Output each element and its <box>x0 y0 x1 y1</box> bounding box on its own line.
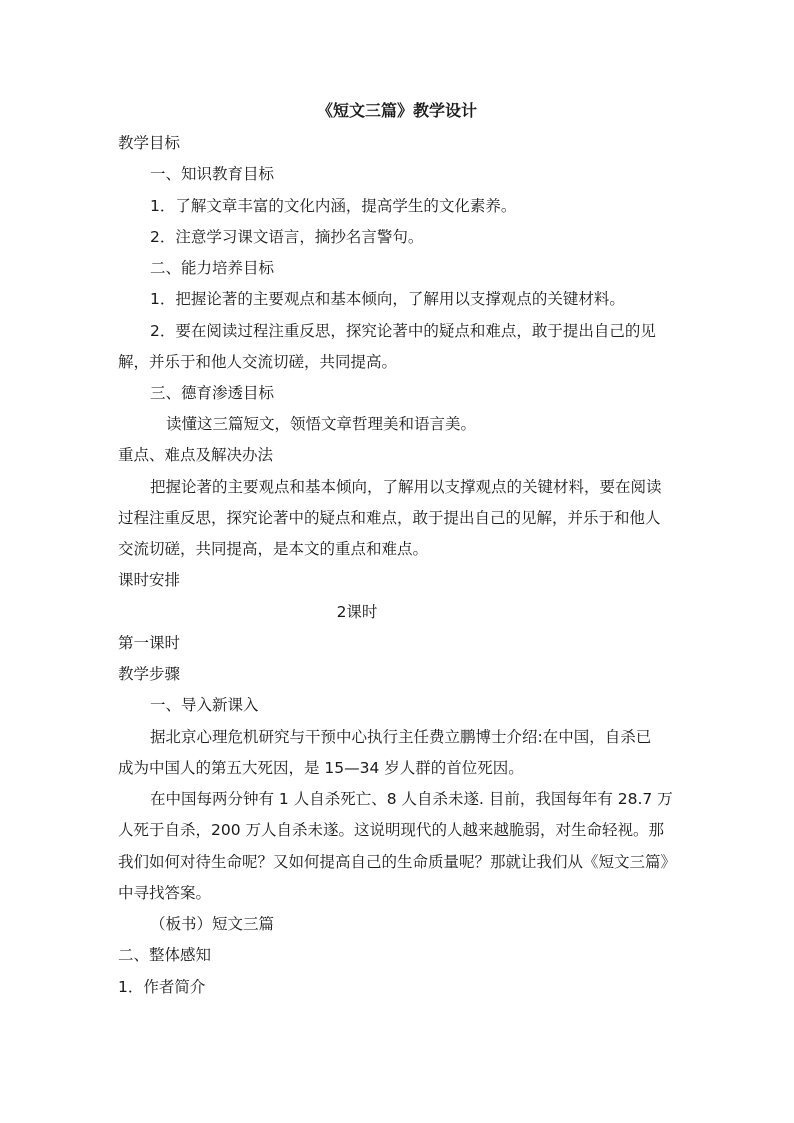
paragraph-text: 读懂这三篇短文，领悟文章哲理美和语言美。 <box>166 415 477 433</box>
paragraph-text: 人死于自杀，200 万人自杀未遂。这说明现代的人越来越脆弱，对生命轻视。那 <box>118 821 665 839</box>
paragraph-text: 过程注重反思，探究论著中的疑点和难点，敢于提出自己的见解，并乐于和他人 <box>118 509 661 527</box>
heading-key-points: 重点、难点及解决办法 <box>118 446 274 464</box>
subheading-moral-goals: 三、德育渗透目标 <box>150 384 275 402</box>
heading-teaching-goals: 教学目标 <box>118 134 181 152</box>
list-item: 2．要在阅读过程注重反思，探究论著中的疑点和难点，敢于提出自己的见 <box>150 322 656 340</box>
list-item: 1．把握论著的主要观点和基本倾向，了解用以支撑观点的关键材料。 <box>150 290 625 308</box>
board-writing: （板书）短文三篇 <box>150 915 275 933</box>
subheading-ability-goals: 二、能力培养目标 <box>150 259 275 277</box>
heading-overall-perception: 二、整体感知 <box>118 946 212 964</box>
heading-teaching-steps: 教学步骤 <box>118 665 181 683</box>
subheading-introduction: 一、导入新课入 <box>150 696 259 714</box>
document-title: 《短文三篇》教学设计 <box>316 101 477 120</box>
paragraph-text: 我们如何对待生命呢？又如何提高自己的生命质量呢？那就让我们从《短文三篇》 <box>118 853 677 871</box>
list-item: 1．了解文章丰富的文化内涵，提高学生的文化素养。 <box>150 197 517 215</box>
paragraph-text: 成为中国人的第五大死因，是 15—34 岁人群的首位死因。 <box>118 759 524 777</box>
heading-schedule: 课时安排 <box>118 571 181 589</box>
heading-first-lesson: 第一课时 <box>118 634 181 652</box>
list-item: 2．注意学习课文语言，摘抄名言警句。 <box>150 228 424 246</box>
paragraph-text: 据北京心理危机研究与干预中心执行主任费立鹏博士介绍:在中国，自杀已 <box>150 728 652 746</box>
class-hours: 2课时 <box>336 603 378 621</box>
paragraph-text: 中寻找答案。 <box>118 884 212 902</box>
paragraph-text: 在中国每两分钟有 1 人自杀死亡、8 人自杀未遂. 目前，我国每年有 28.7 万 <box>150 790 673 808</box>
paragraph-text: 把握论著的主要观点和基本倾向，了解用以支撑观点的关键材料，要在阅读 <box>150 478 662 496</box>
subheading-knowledge-goals: 一、知识教育目标 <box>150 165 275 183</box>
heading-author-intro: 1．作者简介 <box>118 978 206 996</box>
paragraph-text: 交流切磋，共同提高，是本文的重点和难点。 <box>118 540 429 558</box>
list-item-continuation: 解，并乐于和他人交流切磋，共同提高。 <box>118 353 398 371</box>
